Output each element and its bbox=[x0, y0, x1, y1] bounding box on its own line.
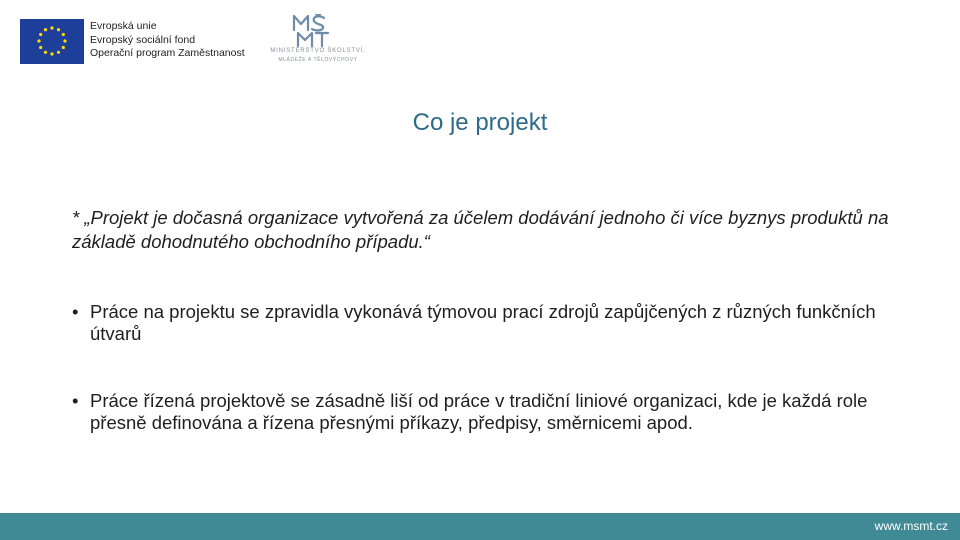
eu-logo-line-1: Evropská unie bbox=[90, 20, 157, 32]
msmt-monogram-icon bbox=[268, 14, 368, 48]
definition-quote: * „Projekt je dočasná organizace vytvořená za účelem dodávání jednoho či více byznys produktů na základě dohodnutého obchodního případu.“ bbox=[72, 207, 889, 252]
bullet-text: Práce na projektu se zpravidla vykonává týmovou prací zdrojů zapůjčených z různých funkčních útvarů bbox=[90, 301, 876, 344]
bullet-item bbox=[72, 301, 892, 345]
bullet-symbol: • bbox=[72, 390, 79, 411]
bullet-text: Práce řízená projektově se zásadně liší od práce v tradiční liniové organizaci, kde je každá role přesně definována a řízena přesnými příkazy, předpisy, směrnicemi apod. bbox=[90, 390, 868, 433]
eu-logo bbox=[20, 19, 265, 67]
footer-bar bbox=[0, 513, 960, 540]
slide-title: Co je projekt bbox=[412, 109, 548, 136]
msmt-logo-line-2: MLÁDEŽE A TĚLOVÝCHOVY bbox=[278, 57, 358, 63]
msmt-logo bbox=[268, 14, 368, 66]
bullet-item bbox=[72, 390, 892, 434]
bullet-symbol: • bbox=[72, 301, 79, 322]
eu-logo-text bbox=[90, 20, 245, 61]
eu-logo-line-3: Operační program Zaměstnanost bbox=[90, 47, 245, 59]
eu-logo-line-2: Evropský sociální fond bbox=[90, 33, 196, 46]
eu-flag-icon bbox=[20, 19, 84, 64]
footer-url: www.msmt.cz bbox=[874, 519, 948, 533]
msmt-logo-line-1: MINISTERSTVO ŠKOLSTVÍ, bbox=[270, 48, 366, 54]
